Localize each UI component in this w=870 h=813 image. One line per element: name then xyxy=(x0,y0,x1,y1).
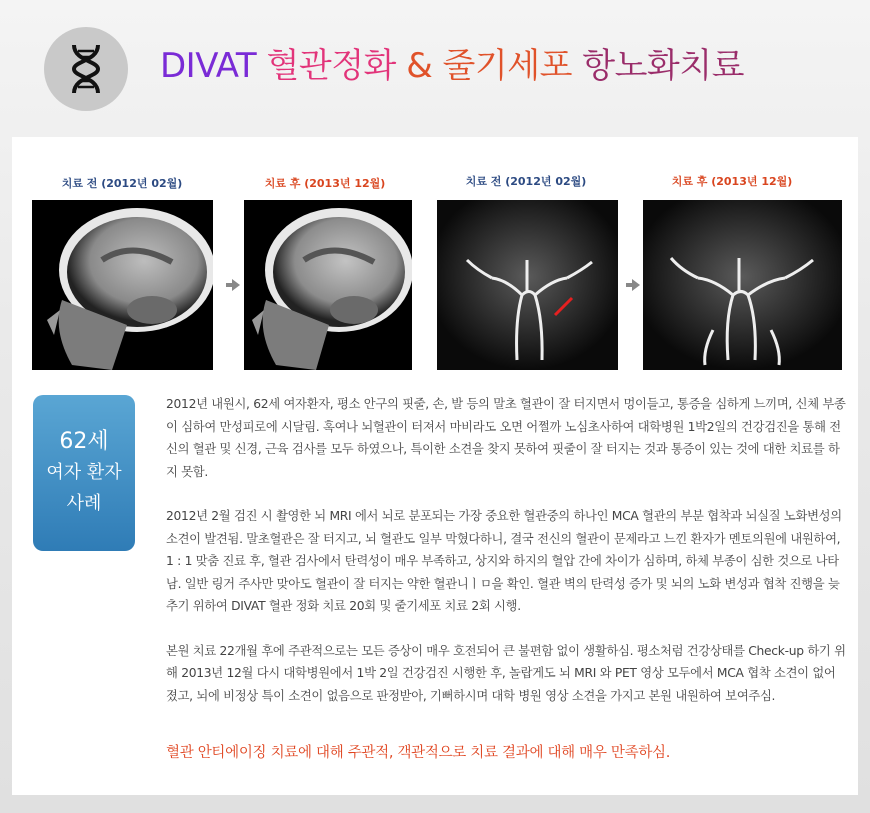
mri-sagittal-before xyxy=(32,200,213,370)
conclusion-text: 혈관 안티에이징 치료에 대해 주관적, 객관적으로 치료 결과에 대해 매우 만족하심. xyxy=(166,745,671,761)
arrow-right-icon xyxy=(232,279,240,291)
logo-badge xyxy=(44,27,128,111)
paragraph-1: 2012년 내원시, 62세 여자환자, 평소 안구의 핏줄, 손, 발 등의 말초 혈관이 잘 터지면서 멍이들고, 통증을 심하게 느끼며, 신체 부종이 심하여 만성피로에 시달림. 혹여나 뇌혈관이 터져서 마비라도 오면 어쩔까 노심초사하여 대학병원 1박2일의 건강검진을 통해 전신의 혈관 및 신경, 근육 검사를 모두 하였으나, 특이한 소견을 찾지 못하여 핏줄이 잘 터지는 것과 통증이 있는 것에 대한 치료를 하지 못함. xyxy=(166,397,846,479)
badge-gender: 여자 환자 xyxy=(46,462,122,483)
badge-age: 62세 xyxy=(59,429,109,454)
page-title xyxy=(160,44,744,88)
image-caption-4: 치료 후 (2013년 12월) xyxy=(671,175,793,188)
title-part-3: 항노화치료 xyxy=(582,46,744,86)
mri-sagittal-after xyxy=(244,200,412,370)
angiography-after xyxy=(643,200,842,370)
image-caption-2: 치료 후 (2013년 12월) xyxy=(264,177,386,190)
badge-label: 사례 xyxy=(66,493,102,514)
angiography-before xyxy=(437,200,618,370)
title-brand: DIVAT xyxy=(160,46,257,86)
image-caption-3: 치료 전 (2012년 02월) xyxy=(465,175,587,188)
patient-badge xyxy=(33,395,135,551)
dna-icon xyxy=(66,43,106,95)
paragraph-3: 본원 치료 22개월 후에 주관적으로는 모든 증상이 매우 호전되어 큰 불편함 없이 생활하심. 평소처럼 건강상태를 Check-up 하기 위해 2013년 12월 다시 대학병원에서 1박 2일 건강검진 시행한 후, 놀랍게도 뇌 MRI 와 PET 영상 모두에서 MCA 협착 소견이 없어졌고, 뇌에 비정상 특이 소견이 없음으로 판정받아, 기뻐하시며 대학 병원 영상 소견을 가지고 본원 내원하여 보여주심. xyxy=(166,643,846,703)
case-card xyxy=(12,137,858,795)
title-ampersand: & xyxy=(406,46,433,86)
page-header xyxy=(0,0,870,130)
image-caption-1: 치료 전 (2012년 02월) xyxy=(61,177,183,190)
title-part-2: 줄기세포 xyxy=(442,46,572,86)
title-part-1: 혈관정화 xyxy=(266,46,396,86)
case-description xyxy=(166,393,846,729)
paragraph-2: 2012년 2월 검진 시 촬영한 뇌 MRI 에서 뇌로 분포되는 가장 중요한 혈관중의 하나인 MCA 혈관의 부분 협착과 뇌실질 노화변성의 소견이 발견됨. 말초혈관은 잘 터지고, 뇌 혈관도 일부 막혔다하니, 결국 전신의 혈관이 문제라고 느낀 환자가 멘토의원에 내원하여, 1 : 1 맞춤 진료 후, 혈관 검사에서 탄력성이 매우 부족하고, 상지와 하지의 혈압 간에 차이가 심하며, 하체 부종이 심한 것으로 나타남. 일반 링거 주사만 맞아도 혈관이 잘 터지는 약한 혈관니ㅣㅁ을 확인. 혈관 벽의 탄력성 증가 및 뇌의 노화 변성과 협착 진행을 늦추기 위하여 DIVAT 혈관 정화 치료 20회 및 줄기세포 치료 2회 시행. xyxy=(166,509,842,613)
arrow-right-icon xyxy=(632,279,640,291)
